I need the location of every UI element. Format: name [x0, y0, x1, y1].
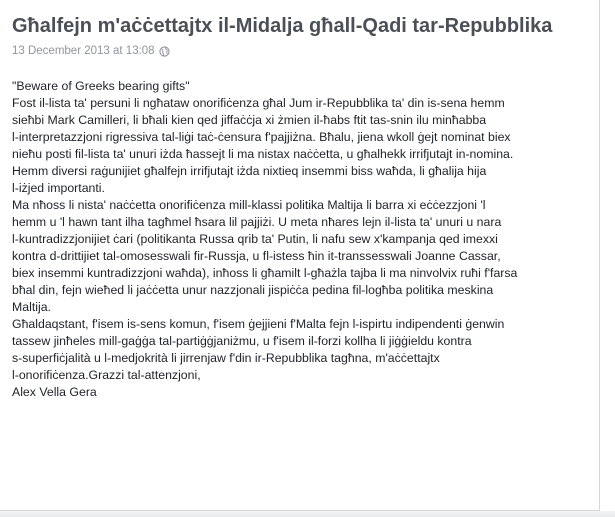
post-body-line: l-onorifiċenza.Grazzi tal-attenzjoni,: [12, 368, 201, 382]
post-timestamp[interactable]: 13 December 2013 at 13:08: [12, 45, 155, 57]
post-body-line: hemm u 'l hawn tant ilha tagħmel ħsara lil pajjiżi. U meta nħares lejn il-lista ta' unuri u nara: [12, 215, 502, 229]
post-body-line: l-interpretazzjoni rigressiva tal-liġi taċ-ċensura f'pajjiżna. Bħalu, jiena wkoll ġejt nominat biex: [12, 130, 511, 144]
post-body-line: biex insemmi kuntradizzjoni waħda), inħoss li għamilt l-għażla tajba li ma ninvolvix ruħi f'farsa: [12, 266, 518, 280]
post-body-line: Maltija.: [12, 300, 51, 314]
post-body-line: "Beware of Greeks bearing gifts": [12, 79, 190, 93]
post-body-line: bħal din, fejn wieħed li jaċċetta unur nazzjonali jispiċċa pedina fil-logħba politika meskina: [12, 283, 494, 297]
post-body-line: Fost il-lista ta' persuni li ngħataw onorifiċenza għal Jum ir-Repubblika ta' din is-sena hemm: [12, 96, 505, 110]
post-meta: [12, 44, 599, 59]
post-body-line: kontra d-drittijiet tal-omosesswali fir-Russja, u fl-istess ħin it-transsesswali Joanne Cassar,: [12, 249, 501, 263]
post-signature: Alex Vella Gera: [12, 385, 97, 399]
post-body-line: nieħu posti fil-lista ta' unuri iżda ħassejt li ma nistax naċċetta, u għalhekk irrifjutajt in-nomina.: [12, 147, 514, 161]
post-body-line: sieħbi Mark Camilleri, li bħali kien qed jiffaċċja xi żmien il-ħabs ftit tas-snin ilu minħabba: [12, 113, 487, 127]
post-body-line: l-iżjed importanti.: [12, 181, 105, 195]
post-title: Għalfejn m'aċċettajtx il-Midalja għall-Qadi tar-Repubblika: [12, 15, 553, 37]
post-body-line: Għaldaqstant, f'isem is-sens komun, f'isem ġejjieni f'Malta fejn l-ispirtu indipendenti ġenwin: [12, 317, 505, 331]
post-body-line: Hemm diversi raġunijiet għalfejn irrifjutajt iżda nixtieq insemmi biss waħda, li għalija hija: [12, 164, 487, 178]
post-body-line: Ma nħoss li nista' naċċetta onorifiċenza mill-klassi politika Maltija li barra xi eċċezzjoni 'l: [12, 198, 486, 212]
globe-icon[interactable]: [159, 46, 170, 57]
post-body-line: s-superfiċjalità u l-medjokrità li jirrenjaw f'din ir-Repubblika tagħna, m'aċċettajtx: [12, 351, 440, 365]
page-bottom-divider: [0, 511, 615, 517]
post-body-line: l-kuntradizzjonijiet ċari (politikanta Russa qrib ta' Putin, li nafu sew x'kampanja qed imexxi: [12, 232, 498, 246]
post-body: [12, 78, 597, 401]
post-body-line: tassew jinħeles mill-gaġġa tal-partiġġjaniżmu, u f'isem il-forzi kollha li jiġġieldu kontra: [12, 334, 472, 348]
